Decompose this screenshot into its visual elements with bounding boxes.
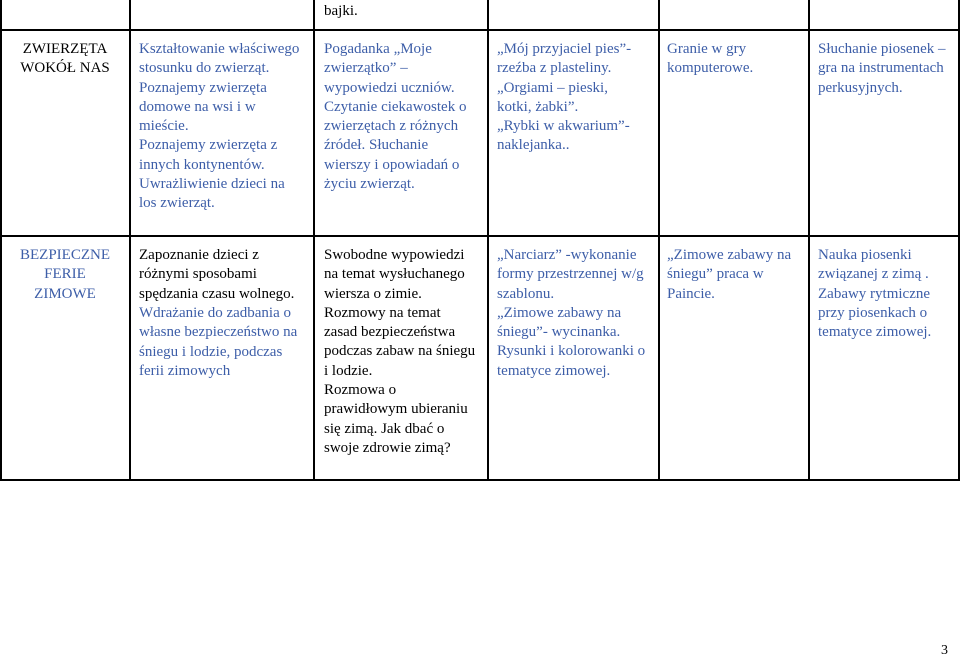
row2-goals-part1: Zapoznanie dzieci z różnymi sposobami spędzania czasu wolnego. — [139, 247, 295, 302]
row1-goals: Kształtowanie właściwego stosunku do zwierząt. Poznajemy zwierzęta domowe na wsi i w mieście. Poznajemy zwierzęta z innych kontynentów. Uwrażliwienie dzieci na los zwierząt. — [139, 41, 300, 212]
table-border — [0, 29, 960, 31]
page-number: 3 — [941, 643, 948, 658]
table-border — [487, 0, 489, 481]
row2-polish-activities: Swobodne wypowiedzi na temat wysłuchanego wiersza o zimie. Rozmowy na temat zasad bezpieczeństwa podczas zabaw na śniegu i lodzie. Rozmowa o prawidłowym ubieraniu się zimą. Jak dbać o swoje zdrowie zimą? — [324, 247, 476, 456]
row-title-winter: BEZPIECZNE FERIE ZIMOWE — [20, 247, 110, 302]
row-title-animals: ZWIERZĘTA WOKÓŁ NAS — [20, 41, 110, 77]
table-border — [129, 0, 131, 481]
row1-music-activities: Słuchanie piosenek – gra na instrumentach perkusyjnych. — [818, 41, 946, 96]
table-border — [313, 0, 315, 481]
table-border — [0, 235, 960, 237]
row2-music-activities: Nauka piosenki związanej z zimą . Zabawy rytmiczne przy piosenkach o tematyce zimowej. — [818, 247, 932, 341]
table-border — [658, 0, 660, 481]
row1-computer-activities: Granie w gry komputerowe. — [667, 41, 754, 77]
top-fragment-text: bajki. — [324, 3, 358, 19]
table-border — [0, 0, 2, 481]
row1-polish-activities: Pogadanka „Moje zwierzątko” – wypowiedzi uczniów. Czytanie ciekawostek o zwierzętach z różnych źródeł. Słuchanie wierszy i opowiadań o życiu zwierząt. — [324, 41, 467, 193]
row2-computer-activities: „Zimowe zabawy na śniegu” praca w Paincie. — [667, 247, 792, 302]
row2-art-activities: „Narciarz” -wykonanie formy przestrzennej w/g szablonu. „Zimowe zabawy na śniegu”- wycinanka. Rysunki i kolorowanki o tematyce zimowej. — [497, 247, 646, 379]
row2-goals-part2: Wdrażanie do zadbania o własne bezpieczeństwo na śniegu i lodzie, podczas ferii zimowych — [139, 305, 298, 379]
table-border — [808, 0, 810, 481]
row1-art-activities: „Mój przyjaciel pies”- rzeźba z plasteliny. „Orgiami – pieski, kotki, żabki”. „Rybki w akwarium”- naklejanka.. — [497, 41, 632, 154]
table-border — [0, 479, 960, 481]
